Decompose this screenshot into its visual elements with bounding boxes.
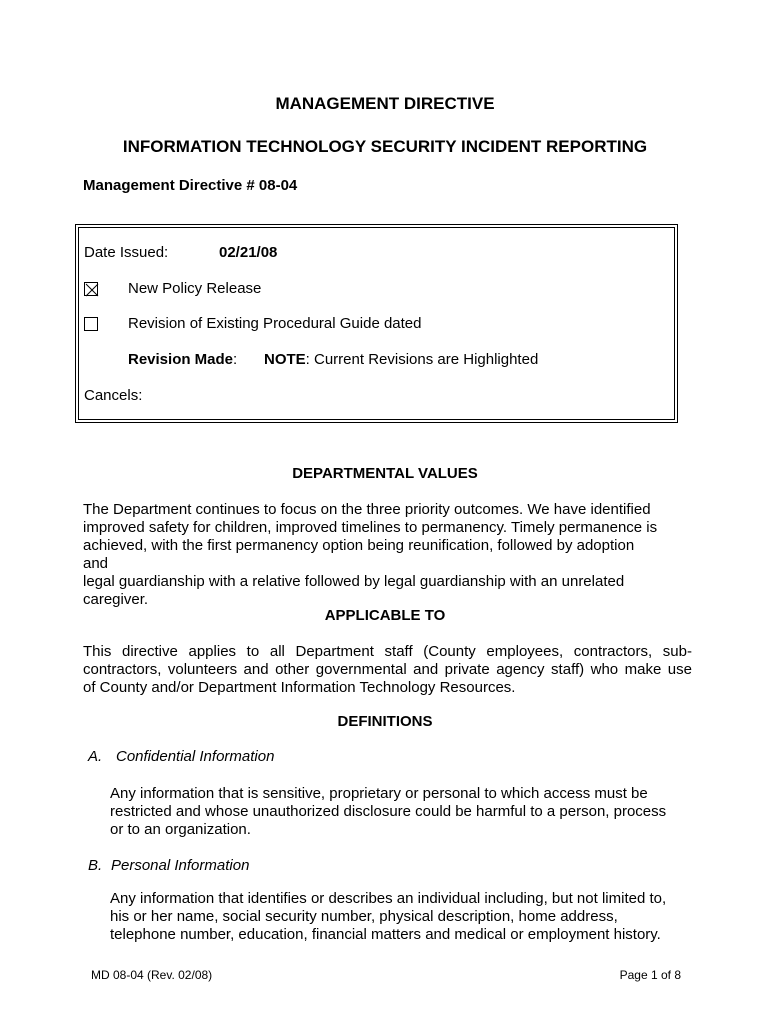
definition-b-term: Personal Information bbox=[111, 857, 250, 874]
definition-b-marker: B. bbox=[88, 857, 103, 874]
revision-checkbox[interactable] bbox=[84, 317, 98, 331]
paragraph-line: or to an organization. bbox=[110, 821, 251, 838]
paragraph-line: telephone number, education, financial matters and medical or employment history. bbox=[110, 926, 661, 943]
date-issued-label: Date Issued: bbox=[84, 244, 169, 261]
revision-made-line bbox=[128, 351, 237, 368]
applicable-to-heading: APPLICABLE TO bbox=[324, 607, 446, 624]
directive-number: Management Directive # 08-04 bbox=[83, 177, 298, 194]
paragraph-line: caregiver. bbox=[83, 591, 149, 608]
paragraph-line: of County and/or Department Information Technology Resources. bbox=[83, 679, 516, 696]
applicable-to-paragraph bbox=[83, 643, 692, 697]
revision-made-colon: : bbox=[233, 351, 238, 368]
paragraph-line: Any information that identifies or describes an individual including, but not limited to, bbox=[110, 890, 667, 907]
checkbox-x-icon bbox=[85, 283, 99, 297]
note-line bbox=[264, 351, 538, 368]
revision-made-label: Revision Made bbox=[128, 351, 234, 368]
footer-page-number: Page 1 of 8 bbox=[619, 968, 681, 982]
paragraph-line: legal guardianship with a relative followed by legal guardianship with an unrelated bbox=[83, 573, 625, 590]
cancels-label: Cancels: bbox=[84, 387, 143, 404]
note-text: : Current Revisions are Highlighted bbox=[305, 351, 539, 368]
footer-revision: MD 08-04 (Rev. 02/08) bbox=[91, 968, 213, 982]
paragraph-line: Any information that is sensitive, proprietary or personal to which access must be bbox=[110, 785, 648, 802]
paragraph-line: The Department continues to focus on the three priority outcomes. We have identified bbox=[83, 501, 651, 518]
paragraph-line: his or her name, social security number, physical description, home address, bbox=[110, 908, 618, 925]
departmental-values-heading: DEPARTMENTAL VALUES bbox=[292, 465, 478, 482]
definitions-heading: DEFINITIONS bbox=[337, 713, 433, 730]
new-policy-label: New Policy Release bbox=[128, 280, 262, 297]
new-policy-checkbox[interactable] bbox=[84, 282, 98, 296]
paragraph-line: improved safety for children, improved timelines to permanency. Timely permanence is bbox=[83, 519, 658, 536]
revision-label: Revision of Existing Procedural Guide dated bbox=[128, 315, 422, 332]
definition-a-term: Confidential Information bbox=[116, 748, 275, 765]
definition-a-marker: A. bbox=[88, 748, 103, 765]
page-title: MANAGEMENT DIRECTIVE bbox=[275, 94, 495, 113]
departmental-values-paragraph bbox=[83, 501, 663, 609]
definition-a-body bbox=[110, 785, 690, 839]
paragraph-line: achieved, with the first permanency option being reunification, followed by adoption and bbox=[83, 537, 635, 572]
date-issued-value: 02/21/08 bbox=[219, 244, 278, 261]
definition-b-body bbox=[110, 890, 690, 944]
paragraph-line: This directive applies to all Department staff (County employees, contractors, sub- bbox=[83, 643, 692, 660]
paragraph-line: restricted and whose unauthorized disclosure could be harmful to a person, process bbox=[110, 803, 667, 820]
page-subtitle: INFORMATION TECHNOLOGY SECURITY INCIDENT REPORTING bbox=[122, 137, 648, 156]
note-label: NOTE bbox=[264, 351, 306, 368]
paragraph-line: contractors, volunteers and other governmental and private agency staff) who make use bbox=[83, 661, 692, 678]
